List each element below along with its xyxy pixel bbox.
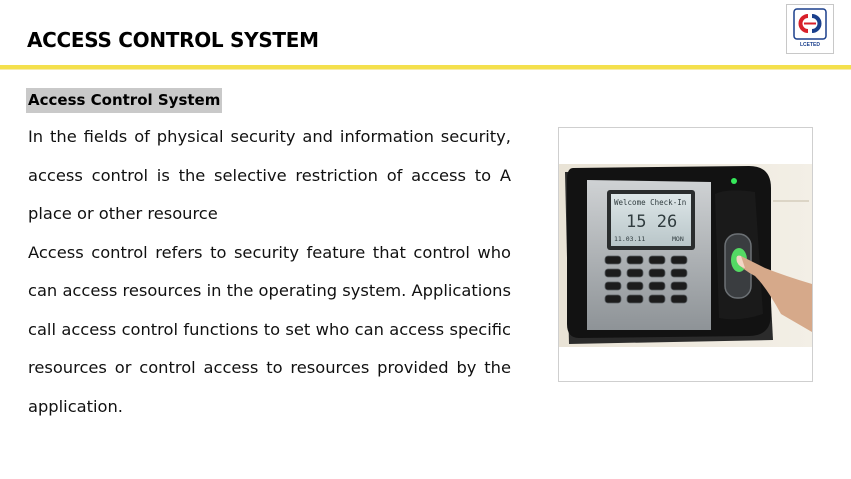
access-device-photo	[558, 127, 813, 382]
screen-day: MON	[672, 235, 684, 243]
status-led-icon	[731, 178, 737, 184]
paragraph-definition: In the fields of physical security and information security, access control is the selective restriction of access to A place or other resource	[28, 127, 511, 223]
body-text	[28, 118, 511, 426]
screen-time: 15 26	[626, 212, 678, 232]
screen-date: 11.03.11	[614, 235, 646, 243]
paragraph-explanation: Access control refers to security feature that control who can access resources in the operating system. Applications call access control functions to set who can access specific resources or control access to resources provided by the application.	[28, 242, 511, 416]
header-divider-shadow	[0, 69, 851, 70]
fingerprint-terminal-illustration	[559, 164, 812, 347]
organization-logo	[786, 4, 834, 54]
screen-welcome-text: Welcome Check-In	[614, 198, 687, 207]
logo-emblem-icon	[787, 5, 833, 41]
logo-text: LCETED	[800, 42, 820, 48]
section-heading: Access Control System	[26, 88, 222, 113]
wall-detail	[773, 200, 809, 202]
slide-title: ACCESS CONTROL SYSTEM	[27, 28, 319, 52]
